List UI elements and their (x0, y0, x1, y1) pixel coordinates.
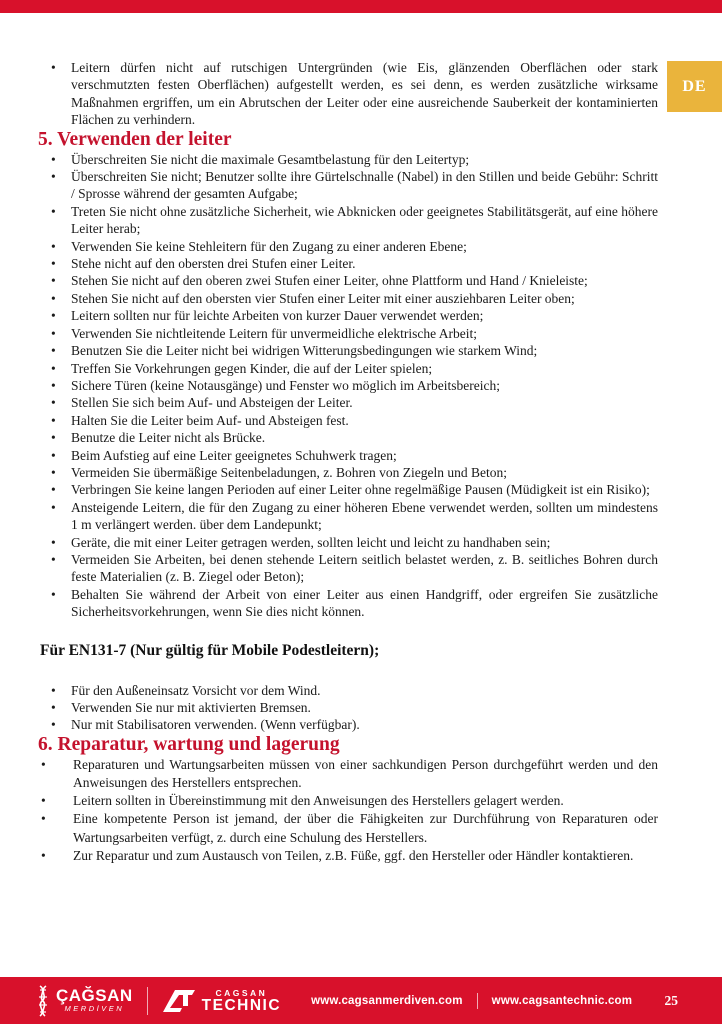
bullet-marker: • (51, 151, 56, 167)
list-item (48, 307, 658, 324)
list-item-text: Nur mit Stabilisatoren verwenden. (Wenn verfügbar). (71, 717, 360, 733)
list-item (48, 342, 658, 359)
list-item (48, 59, 658, 129)
bullet-marker: • (51, 325, 56, 341)
list-item-text: Eine kompetente Person ist jemand, der über die Fähigkeiten zur Durchführung von Reparaturen oder Wartungsarbeiten verfügt, z. durch eine Schulung des Herstellers. (73, 811, 658, 845)
bullet-marker: • (51, 360, 56, 376)
list-item (48, 447, 658, 464)
bullet-marker: • (51, 343, 56, 359)
bullet-marker: • (51, 447, 56, 463)
list-item (48, 168, 658, 203)
section-6-heading: 6. Reparatur, wartung und lagerung (38, 733, 340, 755)
bullet-marker: • (51, 60, 56, 75)
bullet-marker: • (41, 811, 46, 827)
list-item (48, 238, 658, 255)
bullet-marker: • (51, 551, 56, 567)
top-red-bar (0, 0, 722, 13)
list-item-text: Treten Sie nicht ohne zusätzliche Sicherheit, wie Abknicken oder geeignetes Stabilitätsgerät, auf eine höhere Leiter herab; (71, 203, 658, 237)
list-item (48, 586, 658, 621)
cagsan-brand-text: ÇAĞSAN (56, 986, 133, 1005)
list-item-text: Vermeiden Sie übermäßige Seitenbeladungen, z. Bohren von Ziegeln und Beton; (71, 464, 508, 480)
list-item-text: Überschreiten Sie nicht; Benutzer sollte ihre Gürtelschnalle (Nabel) in den Stillen und beide Gebühr: Schritt / Sprosse während der gesamten Aufgabe; (71, 169, 658, 202)
bullet-marker: • (51, 256, 56, 272)
list-item (48, 551, 658, 586)
bullet-marker: • (51, 499, 56, 515)
bullet-marker: • (51, 586, 56, 602)
list-item-text: Verwenden Sie nur mit aktivierten Bremsen. (71, 700, 311, 715)
technic-angle-icon (162, 988, 196, 1014)
list-item-text: Überschreiten Sie nicht die maximale Gesamtbelastung für den Leitertyp; (71, 151, 470, 167)
list-item (48, 255, 658, 272)
list-item (38, 847, 658, 865)
list-item (48, 151, 658, 168)
list-item-text: Ansteigende Leitern, die für den Zugang zu einer höheren Ebene verwendet werden, sollten um mindestens 1 m verlängert werden. über dem Landepunkt; (71, 499, 658, 533)
cagsan-technic-top-text: CAGSAN (215, 987, 268, 998)
cagsan-technic-logo-text (202, 989, 281, 1013)
list-item (48, 360, 658, 377)
list-item (48, 464, 658, 481)
bullet-marker: • (51, 238, 56, 254)
cagsan-technic-logo (162, 988, 281, 1014)
bullet-marker: • (51, 430, 56, 446)
list-item (48, 682, 658, 699)
list-item (48, 481, 658, 498)
list-item (48, 290, 658, 307)
bullet-marker: • (41, 793, 46, 809)
list-item-text: Geräte, die mit einer Leiter getragen werden, sollten leicht und leicht zu handhaben sein; (71, 534, 551, 550)
en131-list (38, 682, 658, 734)
bullet-marker: • (51, 395, 56, 411)
list-item-text: Verbringen Sie keine langen Perioden auf einer Leiter ohne regelmäßige Pausen (Müdigkeit ist ein Risiko); (71, 482, 650, 498)
list-item-text: Leitern sollten nur für leichte Arbeiten von kurzer Dauer verwendet werden; (71, 308, 484, 324)
cagsan-technic-bottom-text: TECHNIC (201, 996, 282, 1014)
list-item-text: Behalten Sie während der Arbeit von einer Leiter aus einen Handgriff, oder ergreifen Sie zusätzliche Sicherheitsvorkehrungen, wenn Sie dies nicht können. (71, 586, 658, 620)
list-item-text: Verwenden Sie nichtleitende Leitern für unvermeidliche elektrische Arbeit; (71, 325, 477, 341)
list-item (48, 394, 658, 411)
list-item-text: Stehen Sie nicht auf den obersten vier Stufen einer Leiter mit einer ausziehbaren Leiter oben; (71, 290, 575, 306)
list-item-text: Halten Sie die Leiter beim Auf- und Absteigen fest. (71, 412, 349, 428)
section-5-heading: 5. Verwenden der leiter (38, 128, 232, 150)
footer-url-divider (477, 993, 478, 1009)
list-item-text: Stehen Sie nicht auf den oberen zwei Stufen einer Leiter, ohne Plattform und Hand / Knieleiste; (71, 273, 588, 289)
list-item (38, 792, 658, 810)
bullet-marker: • (51, 377, 56, 393)
list-item (38, 756, 658, 792)
list-item (48, 412, 658, 429)
intro-list (38, 59, 658, 129)
list-item-text: Treffen Sie Vorkehrungen gegen Kinder, die auf der Leiter spielen; (71, 360, 433, 376)
en131-subheading: Für EN131-7 (Nur gültig für Mobile Podestleitern); (40, 641, 380, 659)
bullet-marker: • (51, 412, 56, 428)
list-item-text: Beim Aufstieg auf eine Leiter geeignetes Schuhwerk tragen; (71, 447, 397, 463)
list-item-text: Vermeiden Sie Arbeiten, bei denen stehende Leitern seitlich belastet werden, z. B. seitliches Bohren durch feste Materialien (z. B. Ziegel oder Beton); (71, 551, 658, 585)
list-item (38, 810, 658, 846)
list-item (48, 716, 658, 733)
list-item-text: Zur Reparatur und zum Austausch von Teilen, z.B. Füße, ggf. den Hersteller oder Händler kontaktieren. (73, 847, 634, 863)
list-item (48, 699, 658, 716)
bullet-marker: • (51, 717, 56, 733)
bullet-marker: • (41, 756, 46, 772)
bullet-marker: • (51, 308, 56, 324)
bullet-marker: • (51, 700, 56, 715)
bullet-marker: • (51, 534, 56, 550)
list-item-text: Leitern dürfen nicht auf rutschigen Untergründen (wie Eis, glänzenden Oberflächen oder stark verschmutzten festen Oberflächen) aufgestellt werden, es sei denn, es werden zusätzliche wirksame Maßnahmen ergriffen, um ein Abrutschen der Leiter oder eine ausreichende Sauberkeit der kontaminierten Flächen zu verhindern. (71, 60, 658, 128)
footer-logo-divider (147, 987, 148, 1015)
list-item (48, 203, 658, 238)
list-item (48, 429, 658, 446)
list-item-text: Leitern sollten in Übereinstimmung mit den Anweisungen des Herstellers gelagert werden. (73, 793, 564, 809)
cagsantechnic-url: www.cagsantechnic.com (491, 994, 633, 1007)
bullet-marker: • (51, 482, 56, 498)
list-item-text: Verwenden Sie keine Stehleitern für den Zugang zu einer anderen Ebene; (71, 238, 467, 254)
section-6-list (38, 756, 658, 865)
list-item-text: Für den Außeneinsatz Vorsicht vor dem Wind. (71, 682, 321, 698)
list-item-text: Stellen Sie sich beim Auf- und Absteigen der Leiter. (71, 395, 353, 411)
list-item (48, 272, 658, 289)
bullet-marker: • (51, 169, 56, 185)
bullet-marker: • (51, 290, 56, 306)
bullet-marker: • (51, 682, 56, 698)
list-item (48, 325, 658, 342)
bullet-marker: • (51, 273, 56, 289)
language-tab-label: DE (682, 77, 707, 95)
cagsan-merdiven-logo (36, 985, 133, 1017)
bullet-marker: • (51, 464, 56, 480)
section-5-list (38, 151, 658, 621)
merdiven-brand-text: MERDİVEN (64, 1004, 125, 1013)
page-number: 25 (664, 992, 678, 1008)
list-item-text: Stehe nicht auf den obersten drei Stufen einer Leiter. (71, 256, 356, 272)
cagsanmerdiven-url: www.cagsanmerdiven.com (311, 994, 463, 1007)
cagsan-merdiven-logo-text (56, 988, 133, 1013)
bullet-marker: • (41, 847, 46, 863)
footer-bar (0, 977, 722, 1024)
list-item-text: Sichere Türen (keine Notausgänge) und Fenster wo möglich im Arbeitsbereich; (71, 377, 501, 393)
footer-urls (311, 993, 632, 1009)
list-item (48, 499, 658, 534)
page-content (0, 13, 722, 865)
list-item-text: Benutzen Sie die Leiter nicht bei widrigen Witterungsbedingungen wie starkem Wind; (71, 343, 538, 359)
ladder-helix-icon (36, 985, 51, 1017)
list-item-text: Reparaturen und Wartungsarbeiten müssen von einer sachkundigen Person durchgeführt werden und den Anweisungen des Herstellers entsprechen. (73, 756, 658, 791)
list-item (48, 377, 658, 394)
bullet-marker: • (51, 203, 56, 219)
list-item (48, 534, 658, 551)
list-item-text: Benutze die Leiter nicht als Brücke. (71, 430, 266, 446)
